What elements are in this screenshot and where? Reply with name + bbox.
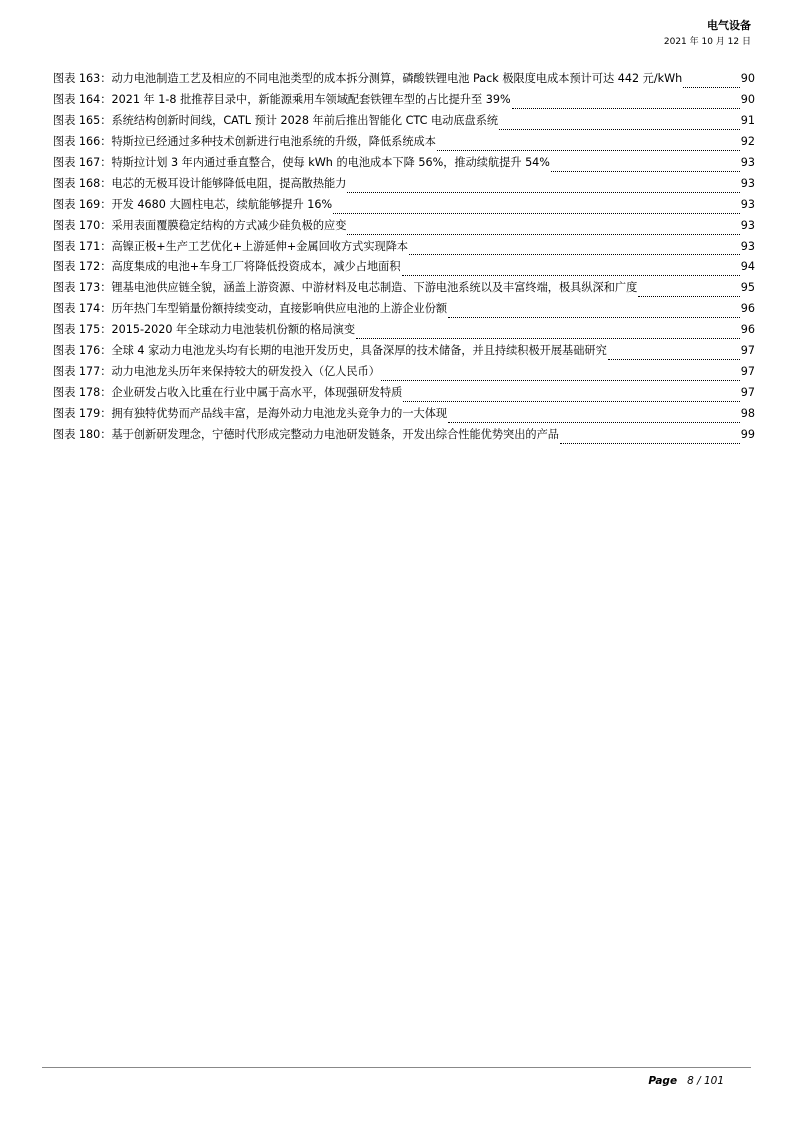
footer-divider	[42, 1067, 751, 1068]
toc-entry-title: 开发 4680 大圆柱电芯，续航能够提升 16%	[111, 197, 333, 211]
toc-entry-label: 图表 171：	[53, 239, 112, 253]
toc-entry-title: 采用表面覆膜稳定结构的方式减少硅负极的应变	[111, 218, 347, 232]
toc-dot-leader	[356, 326, 740, 339]
toc-entry[interactable]	[53, 383, 755, 404]
toc-entry-title: 全球 4 家动力电池龙头均有长期的电池开发历史，具备深厚的技术储备，并且持续积极开展基础研究	[111, 344, 607, 358]
toc-entry-label: 图表 172：	[53, 260, 112, 274]
toc-entry[interactable]	[53, 69, 755, 90]
toc-entry[interactable]	[53, 195, 755, 216]
toc-entry-page: 96	[740, 302, 755, 316]
page-footer	[648, 1075, 724, 1087]
toc-dot-leader	[683, 75, 739, 88]
toc-entry-page: 93	[740, 218, 755, 232]
toc-entry-page: 99	[740, 427, 755, 441]
toc-entry-label: 图表 174：	[53, 302, 112, 316]
toc-entry[interactable]	[53, 257, 755, 278]
toc-dot-leader	[409, 242, 740, 255]
toc-entry[interactable]	[53, 111, 755, 132]
toc-entry-label: 图表 166：	[53, 134, 112, 148]
toc-entry-title: 2021 年 1-8 批推荐目录中，新能源乘用车领域配套铁锂车型的占比提升至 39%	[111, 92, 511, 106]
toc-entry-title: 基于创新研发理念，宁德时代形成完整动力电池研发链条，开发出综合性能优势突出的产品	[111, 427, 559, 441]
toc-entry-page: 93	[740, 176, 755, 190]
toc-dot-leader	[381, 368, 740, 381]
toc-dot-leader	[512, 96, 740, 109]
toc-entry[interactable]	[53, 299, 755, 320]
toc-entry-page: 90	[740, 92, 755, 106]
toc-entry-page: 98	[740, 407, 755, 420]
toc-entry-page: 95	[740, 281, 755, 295]
toc-entry-page: 93	[740, 239, 755, 253]
toc-entry-title: 动力电池制造工艺及相应的不同电池类型的成本拆分测算，磷酸铁锂电池 Pack 极限度电成本预计可达 442 元/kWh	[111, 72, 683, 85]
toc-dot-leader	[347, 180, 739, 193]
report-date: 2021 年 10 月 12 日	[663, 37, 751, 47]
toc-entry-page: 91	[740, 113, 755, 127]
toc-dot-leader	[347, 222, 739, 235]
toc-entry-page: 97	[740, 386, 755, 400]
toc-entry-title: 动力电池龙头历年来保持较大的研发投入（亿人民币）	[111, 365, 380, 379]
toc-dot-leader	[448, 410, 740, 423]
toc-entry-label: 图表 176：	[53, 344, 112, 358]
toc-entry-page: 97	[740, 365, 755, 379]
toc-entry-label: 图表 170：	[53, 218, 112, 232]
toc-entry-page: 96	[740, 323, 755, 337]
toc-entry-label: 图表 165：	[53, 113, 112, 127]
toc-dot-leader	[402, 263, 740, 276]
toc-entry[interactable]	[53, 174, 755, 195]
toc-entry-title: 系统结构创新时间线，CATL 预计 2028 年前后推出智能化 CTC 电动底盘系统	[111, 113, 499, 127]
toc-entry-title: 企业研发占收入比重在行业中属于高水平，体现强研发特质	[111, 386, 403, 400]
toc-entry-title: 特斯拉计划 3 年内通过垂直整合，使每 kWh 的电池成本下降 56%，推动续航提升 54%	[111, 155, 550, 169]
toc-dot-leader	[551, 159, 740, 172]
toc-entry[interactable]	[53, 153, 755, 174]
toc-entry-page: 94	[740, 260, 755, 274]
page-word: Page	[648, 1075, 678, 1087]
toc-entry[interactable]	[53, 237, 755, 258]
toc-entry-label: 图表 169：	[53, 197, 112, 211]
sector-title: 电气设备	[707, 19, 751, 32]
toc-entry-label: 图表 177：	[53, 365, 112, 379]
toc-dot-leader	[499, 117, 740, 130]
toc-entry-label: 图表 173：	[53, 281, 112, 295]
toc-dot-leader	[560, 431, 740, 444]
toc-entry-page: 93	[740, 197, 755, 211]
toc-entry-page: 93	[740, 155, 755, 169]
toc-dot-leader	[608, 347, 740, 360]
toc-entry[interactable]	[53, 404, 755, 425]
toc-entry[interactable]	[53, 362, 755, 383]
toc-entry-label: 图表 164：	[53, 92, 112, 106]
toc-entry-title: 高镍正极+生产工艺优化+上游延伸+金属回收方式实现降本	[111, 239, 409, 253]
toc-dot-leader	[437, 138, 740, 151]
toc-entry-label: 图表 179：	[53, 407, 112, 420]
toc-entry-title: 2015-2020 年全球动力电池装机份额的格局演变	[111, 323, 356, 337]
toc-entry-page: 97	[740, 344, 755, 358]
toc-entry-title: 高度集成的电池+车身工厂将降低投资成本，减少占地面积	[111, 260, 401, 274]
toc-entry-title: 特斯拉已经通过多种技术创新进行电池系统的升级，降低系统成本	[111, 134, 436, 148]
page-number: 8 / 101	[687, 1075, 724, 1087]
table-of-figures	[53, 69, 755, 446]
toc-entry-label: 图表 167：	[53, 155, 112, 169]
toc-entry[interactable]	[53, 341, 755, 362]
toc-entry-page: 92	[740, 134, 755, 148]
toc-entry[interactable]	[53, 425, 755, 446]
toc-entry-label: 图表 178：	[53, 386, 112, 400]
toc-entry-label: 图表 180：	[53, 427, 112, 441]
toc-entry-label: 图表 163：	[53, 72, 112, 85]
toc-dot-leader	[638, 284, 739, 297]
page-header	[664, 19, 751, 49]
toc-entry-label: 图表 175：	[53, 323, 112, 337]
toc-entry-title: 历年热门车型销量份额持续变动，直接影响供应电池的上游企业份额	[111, 302, 448, 316]
toc-entry[interactable]	[53, 278, 755, 299]
toc-entry-page: 90	[740, 72, 755, 85]
toc-dot-leader	[448, 305, 740, 318]
toc-entry-title: 锂基电池供应链全貌，涵盖上游资源、中游材料及电芯制造、下游电池系统以及丰富终端，极具纵深和广度	[111, 281, 638, 295]
toc-entry[interactable]	[53, 90, 755, 111]
toc-entry[interactable]	[53, 132, 755, 153]
toc-entry-title: 拥有独特优势而产品线丰富，是海外动力电池龙头竞争力的一大体现	[111, 407, 448, 420]
toc-dot-leader	[403, 389, 739, 402]
toc-dot-leader	[333, 201, 740, 214]
toc-entry[interactable]	[53, 320, 755, 341]
toc-entry-label: 图表 168：	[53, 176, 112, 190]
toc-entry[interactable]	[53, 216, 755, 237]
toc-entry-title: 电芯的无极耳设计能够降低电阻，提高散热能力	[111, 176, 347, 190]
